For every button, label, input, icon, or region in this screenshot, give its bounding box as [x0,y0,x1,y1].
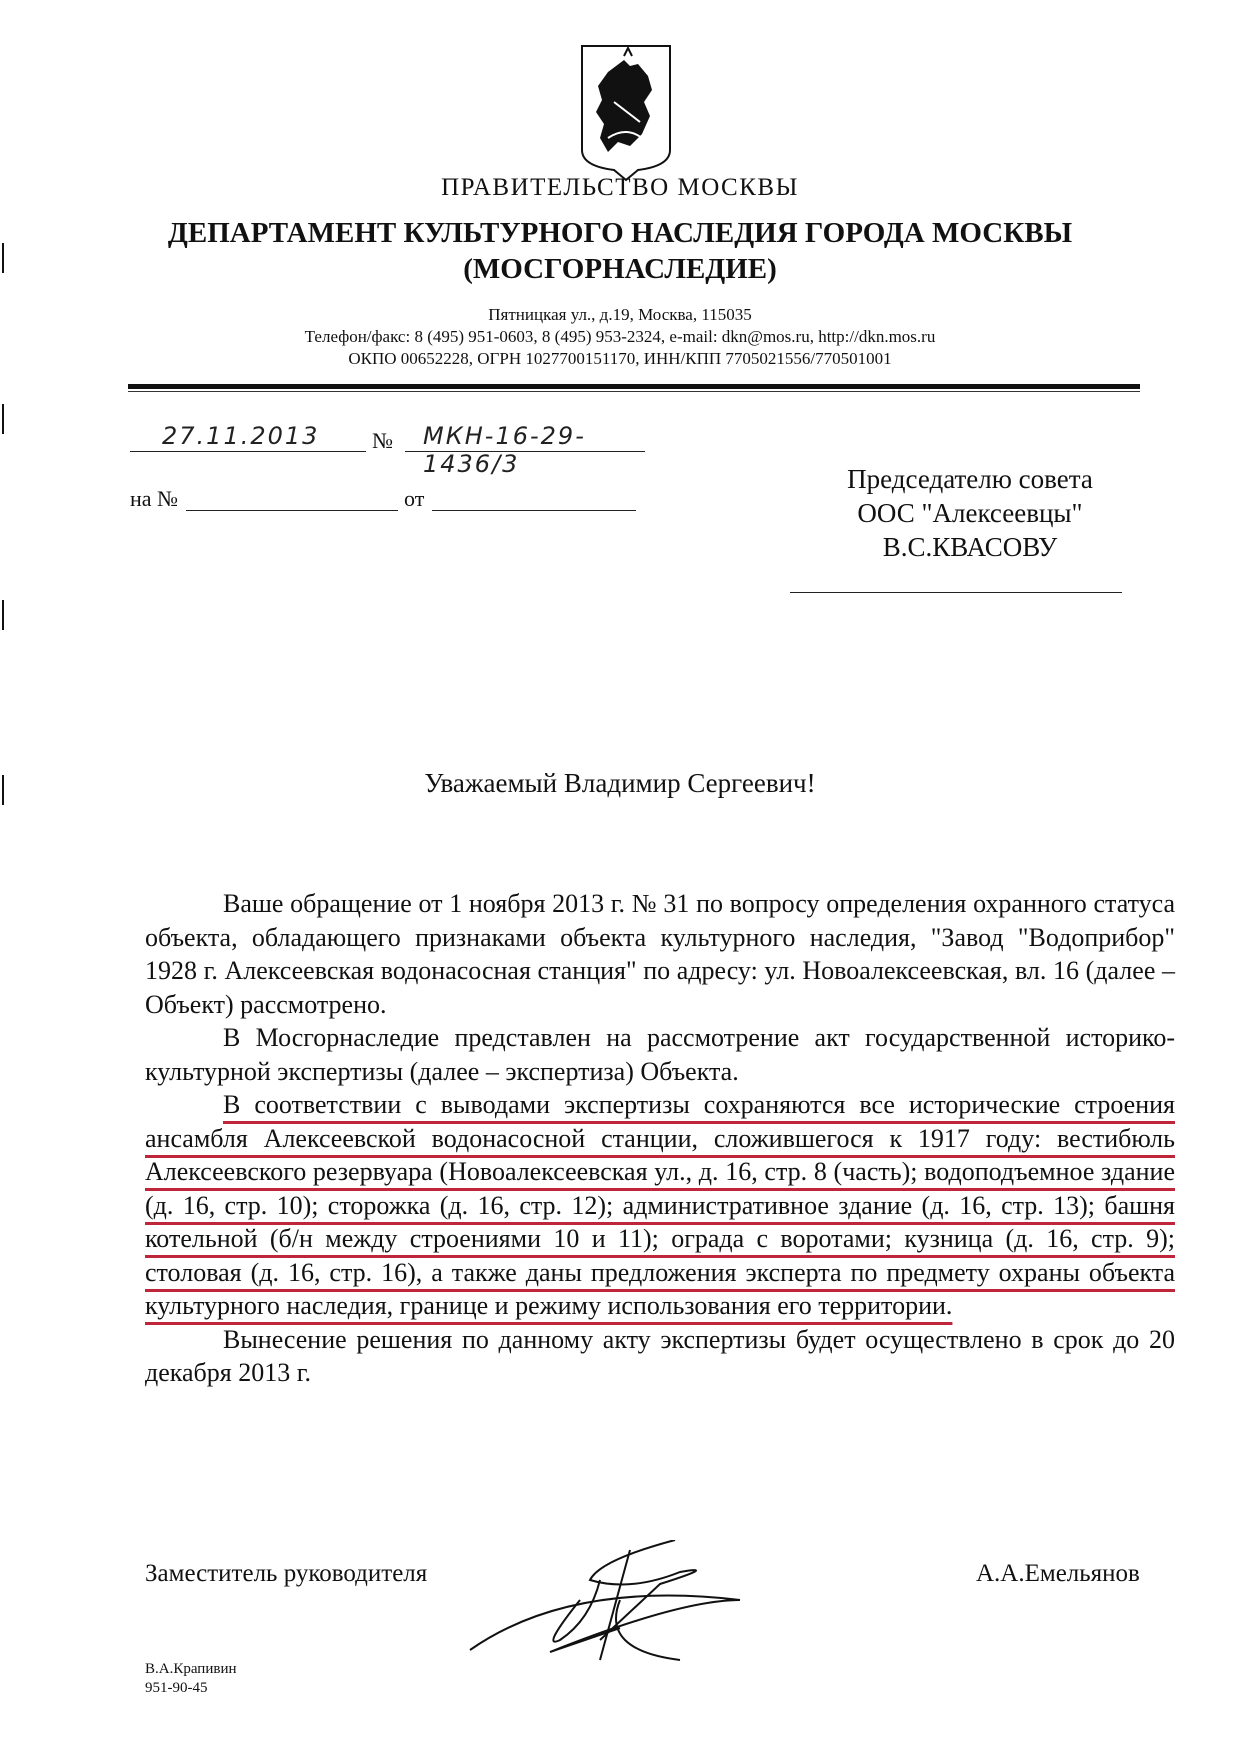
addressee-position: Председателю совета [847,464,1093,494]
registry-codes: ОКПО 00652228, ОГРН 1027700151170, ИНН/КПП 7705021556/770501001 [348,349,892,368]
scan-artifact [2,404,4,434]
registration-number: МКН-16-29-1436/3 [405,422,645,452]
paragraph-request: Ваше обращение от 1 ноября 2013 г. № 31 по вопросу определения охранного статуса объекта, обладающего признаками объекта культурного наследия, "Завод "Водоприбор" 1928 г. Алексеевская водонасосная станция" по адресу: ул. Новоалексеевская, вл. 16 (далее – Объект) рассмотрено. [145,889,1175,1019]
department-name: ДЕПАРТАМЕНТ КУЛЬТУРНОГО НАСЛЕДИЯ ГОРОДА МОСКВЫ [167,217,1073,249]
addressee-underline [790,592,1122,593]
paragraph-highlighted-conclusion: В соответствии с выводами экспертизы сохраняются все исторические строения ансамбля Алексеевской водонасосной станции, сложившегося к 1917 году: вестибюль Алексеевского резервуара (Новоалексеевская ул., д. 16, стр. 8 (часть); водоподъемное здание (д. 16, стр. 10); сторожка (д. 16, стр. 12); административное здание (д. 16, стр. 13); башня котельной (б/н между строениями 10 и 11); ограда с воротами; кузница (д. 16, стр. 9); столовая (д. 16, стр. 16), а также даны предложения эксперта по предмету охраны объекта культурного наследия, границе и режиму использования его территории. [145,1090,1175,1320]
reference-date-label: от [404,486,425,511]
addressee-block [780,462,1160,564]
signatory-title: Заместитель руководителя [145,1560,428,1587]
scan-artifact [2,600,4,630]
executor-phone: 951-90-45 [145,1680,208,1696]
government-title: ПРАВИТЕЛЬСТВО МОСКВЫ [441,174,799,201]
moscow-coat-of-arms-icon [578,42,674,182]
header-divider-thin [128,391,1140,392]
reference-number-label: на № [130,486,179,511]
paragraph-decision-deadline: Вынесение решения по данному акту экспертизы будет осуществлено в срок до 20 декабря 2013 г. [145,1324,1175,1387]
department-title [0,215,1240,287]
handwritten-signature-icon [450,1540,820,1680]
contact-block [0,304,1240,370]
reference-number-field [186,488,398,511]
paragraph-expertise: В Мосгорнаследие представлен на рассмотрение акт государственной историко-культурной экспертизы (далее – экспертиза) Объекта. [145,1023,1175,1086]
registration-date: 27.11.2013 [130,422,366,452]
address: Пятницкая ул., д.19, Москва, 115035 [488,305,752,324]
phones-email: Телефон/факс: 8 (495) 951-0603, 8 (495) 953-2324, e-mail: dkn@mos.ru, http://dkn.mos.ru [304,327,936,346]
letter-body [145,887,1175,1390]
executor-name: В.А.Крапивин [145,1661,237,1677]
executor-block [145,1660,237,1698]
header-divider [128,384,1140,389]
reference-date-field [432,488,636,511]
department-short-name: (МОСГОРНАСЛЕДИЕ) [463,253,777,285]
registration-number-label: № [372,428,393,453]
signatory-name: А.А.Емельянов [976,1560,1140,1587]
addressee-organization: ООС "Алексеевцы" [857,498,1083,528]
addressee-name: В.С.КВАСОВУ [882,532,1058,562]
salutation: Уважаемый Владимир Сергеевич! [424,768,816,798]
